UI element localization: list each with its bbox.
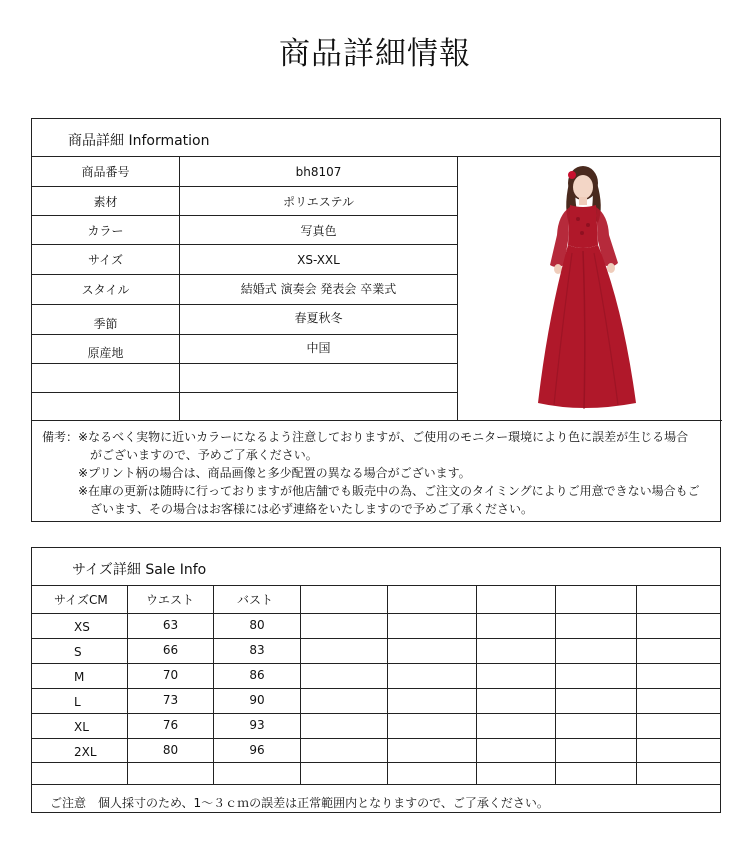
- bust-cell: 80: [249, 617, 265, 632]
- bust-cell: 93: [249, 717, 265, 732]
- size-footnote: ご注意 個人採寸のため、1～３ｃｍの誤差は正常範囲内となりますので、ご了承ください。: [50, 796, 549, 810]
- waist-cell: 66: [162, 642, 179, 657]
- column-header: サイズCM: [54, 593, 108, 607]
- spec-value: XS-XXL: [297, 252, 340, 267]
- spec-label: [32, 364, 180, 392]
- table-divider: [300, 586, 301, 785]
- product-photo: [457, 157, 722, 421]
- spec-row: [32, 245, 457, 275]
- spec-row: [32, 216, 457, 245]
- table-divider: [636, 586, 637, 785]
- spec-row: [32, 157, 457, 187]
- bust-cell: 96: [249, 742, 265, 757]
- notes-prefix: 備考：: [42, 430, 79, 444]
- spec-value: 中国: [306, 341, 331, 355]
- size-cell: XL: [74, 719, 89, 734]
- waist-cell: 73: [162, 692, 179, 707]
- waist-cell: 70: [162, 667, 179, 682]
- notes-line: ざいます、その場合はお客様には必ず連絡をいたしますので予めご了承ください。: [90, 502, 534, 516]
- table-divider: [32, 762, 720, 763]
- product-detail-box: [31, 118, 721, 522]
- spec-row: [32, 364, 457, 393]
- notes-line: [42, 428, 712, 446]
- waist-cell: 76: [162, 717, 179, 732]
- column-header: ウエスト: [146, 593, 195, 607]
- table-divider: [387, 586, 388, 785]
- notes-text: ※なるべく実物に近いカラーになるよう注意しておりますが、ご使用のモニター環境により色に誤差が生じる場合: [78, 430, 689, 444]
- bust-cell: 90: [249, 692, 265, 707]
- bust-cell: 86: [249, 667, 265, 682]
- column-header: バスト: [237, 593, 274, 607]
- spec-row: [32, 393, 457, 421]
- spec-value: 結婚式 演奏会 発表会 卒業式: [240, 282, 397, 296]
- spec-label: 商品番号: [32, 157, 180, 186]
- page-title: 商品詳細情報: [279, 36, 471, 72]
- spec-label: カラー: [32, 216, 180, 244]
- waist-cell: 63: [162, 617, 179, 632]
- spec-value: 春夏秋冬: [294, 311, 343, 325]
- product-detail-header: [32, 119, 720, 157]
- size-table: [32, 586, 720, 785]
- spec-row: [32, 335, 457, 364]
- spec-value: [180, 364, 457, 392]
- spec-row: [32, 187, 457, 216]
- size-detail-box: [31, 547, 721, 813]
- notes-line: ※在庫の更新は随時に行っておりますが他店舗でも販売中の為、ご注文のタイミングによりご用意できない場合もご: [78, 484, 700, 498]
- spec-label: サイズ: [32, 245, 180, 274]
- spec-label: 原産地: [32, 335, 180, 363]
- spec-row: [32, 275, 457, 305]
- spec-label: [32, 393, 180, 420]
- spec-value: bh8107: [295, 164, 342, 179]
- waist-cell: 80: [162, 742, 179, 757]
- product-detail-header-label: 商品詳細 Information: [68, 133, 210, 149]
- bust-cell: 83: [249, 642, 265, 657]
- table-divider: [32, 784, 720, 785]
- notes-line: ※プリント柄の場合は、商品画像と多少配置の異なる場合がございます。: [78, 466, 471, 480]
- dress-illustration: [458, 157, 722, 421]
- spec-row: [32, 305, 457, 335]
- notes-block: [42, 428, 712, 518]
- size-cell: 2XL: [74, 744, 97, 759]
- size-detail-header: [32, 548, 720, 586]
- spec-label: 季節: [32, 305, 180, 334]
- spec-value: ポリエステル: [283, 194, 354, 209]
- spec-label: スタイル: [32, 275, 180, 304]
- size-detail-header-label: サイズ詳細 Sale Info: [72, 562, 207, 578]
- size-cell: M: [74, 669, 85, 684]
- notes-line: がございますので、予めご了承ください。: [90, 448, 318, 462]
- size-cell: L: [74, 694, 81, 709]
- size-cell: XS: [74, 619, 90, 634]
- table-divider: [476, 586, 477, 785]
- table-divider: [555, 586, 556, 785]
- spec-label: 素材: [32, 187, 180, 215]
- spec-value: [180, 393, 457, 420]
- spec-value: 写真色: [300, 223, 337, 238]
- size-cell: S: [74, 644, 82, 659]
